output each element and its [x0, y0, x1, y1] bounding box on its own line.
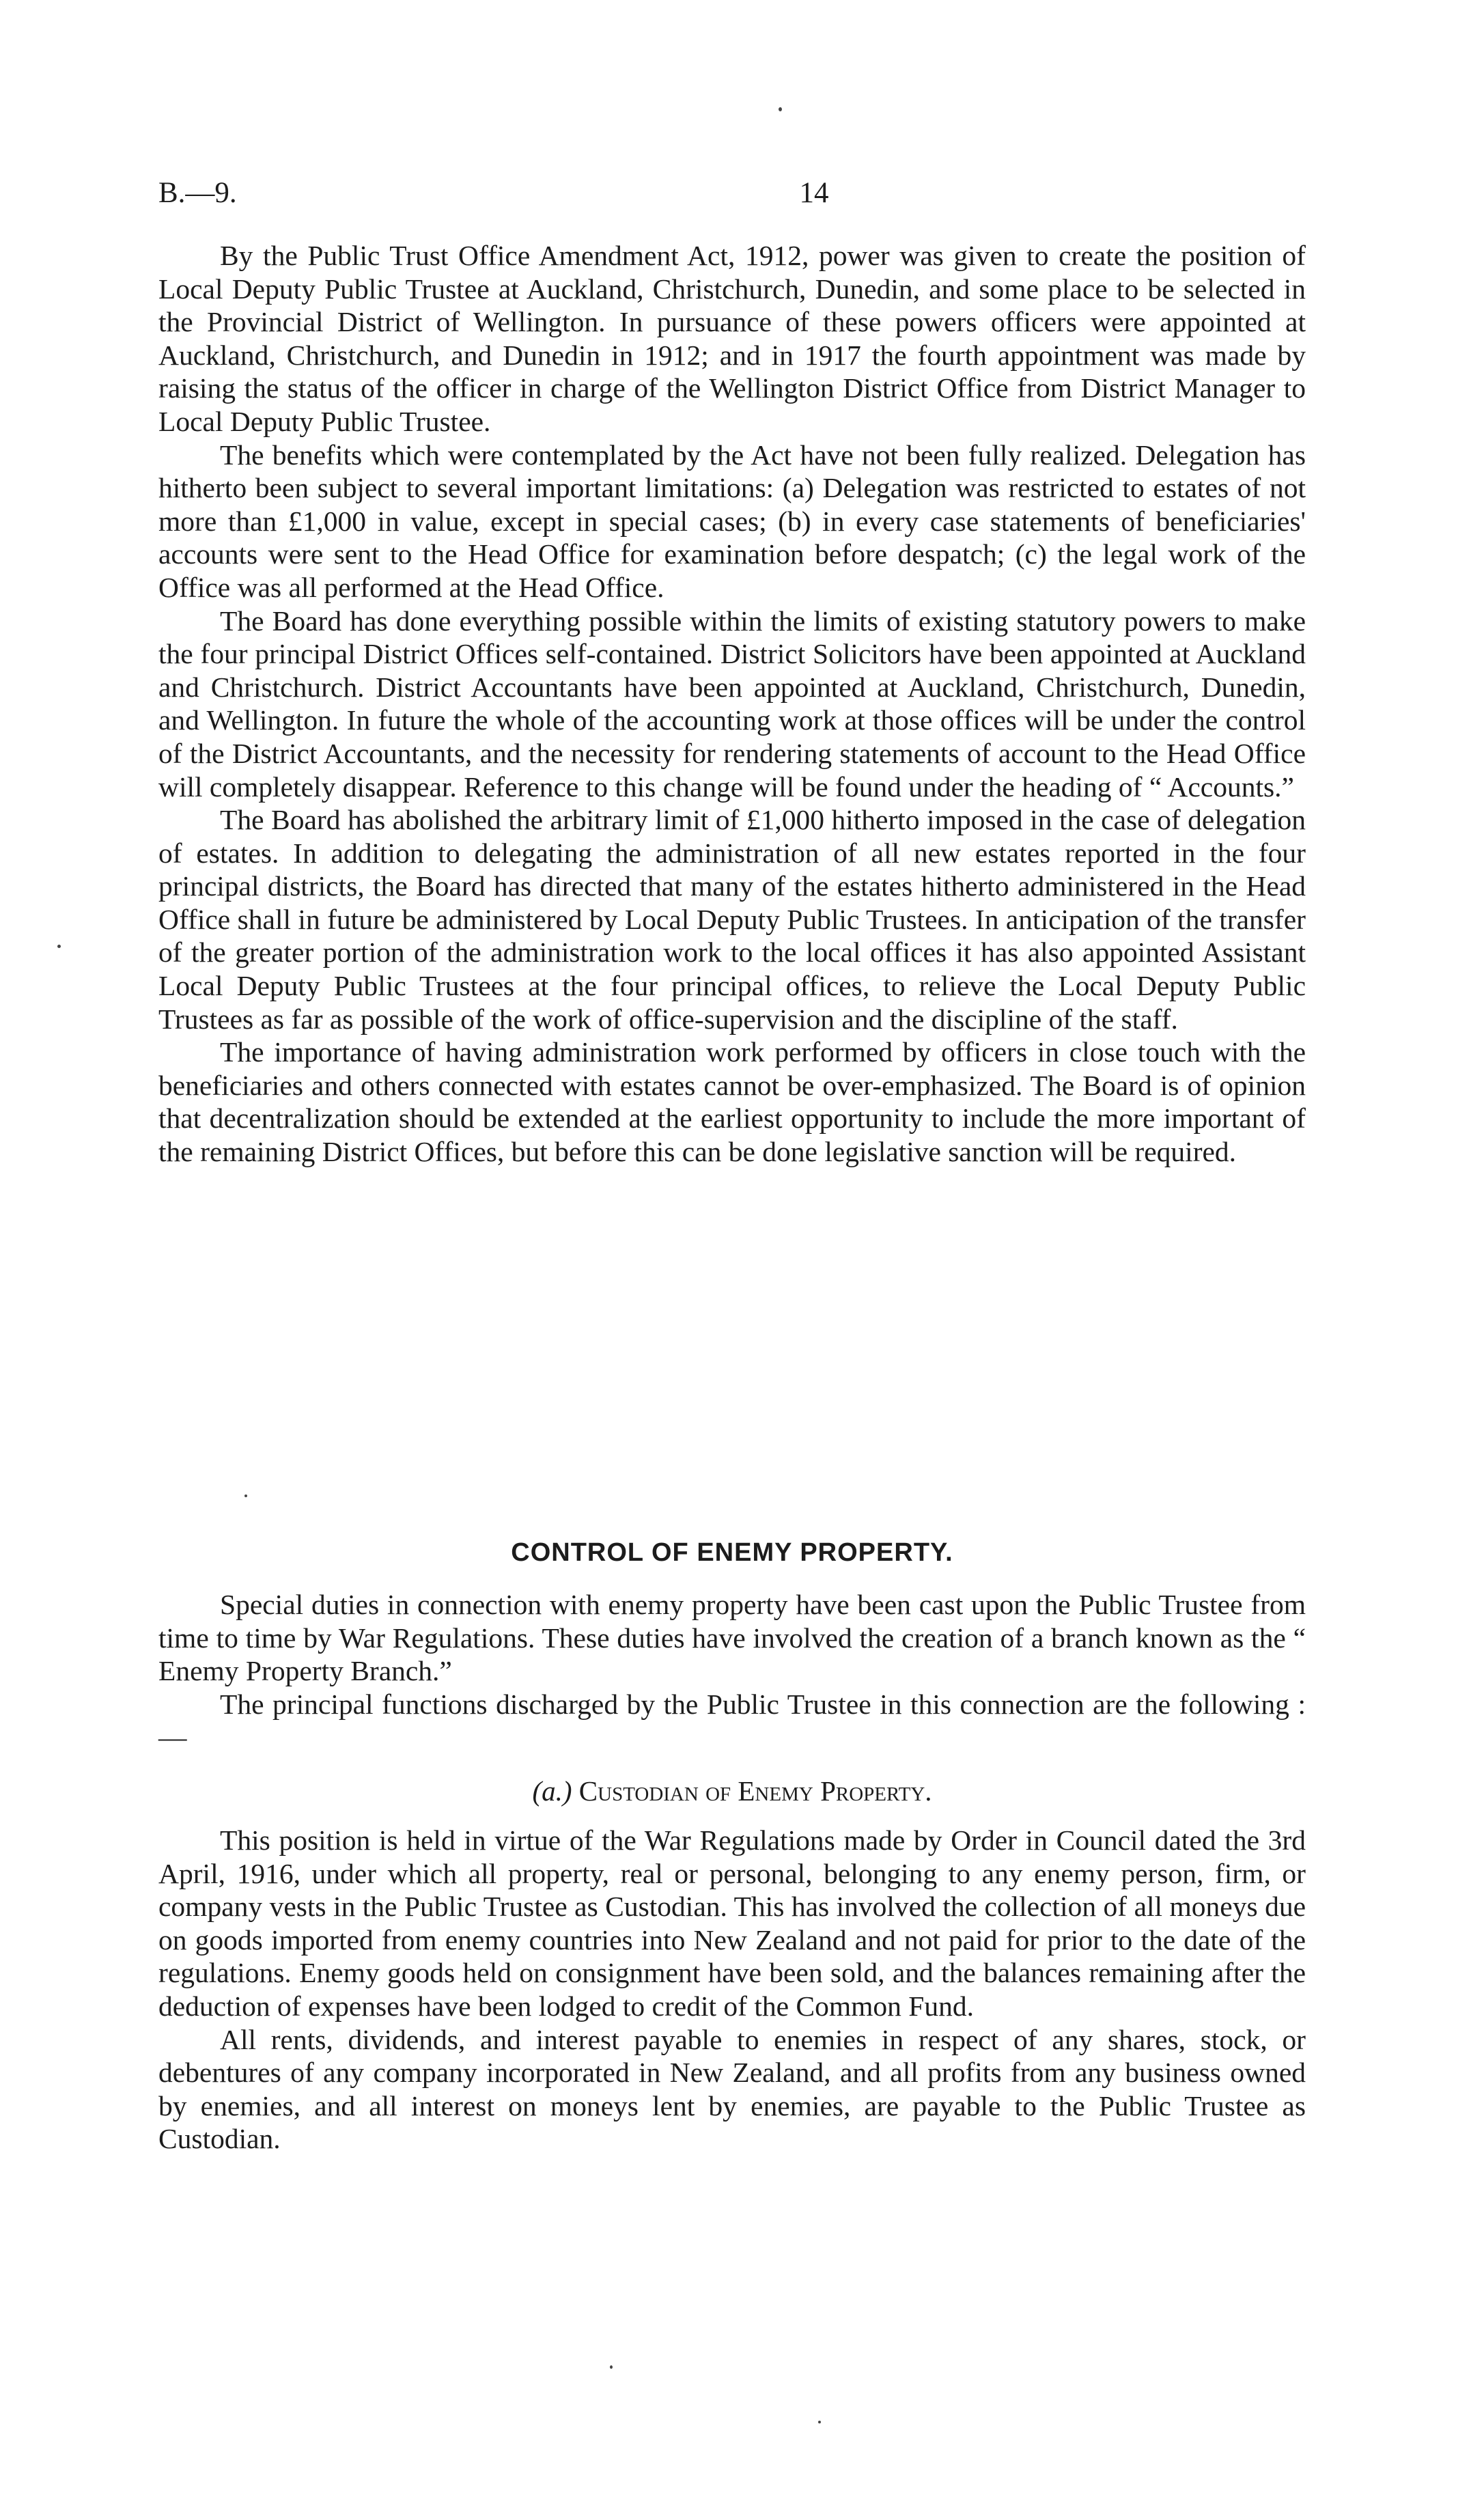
paragraph-benefits-not-realized: The benefits which were contemplated by the Act have not been fully realized. Delegation has hitherto been subject to several important limitations: (a) Delegation was restricted to estates of not more than £1,000 in value, except in special cases; (b) in every case statements of beneficiaries' accounts were sent to the Head Office for examination before despatch; (c) the legal work of the Office was all performed at the Head Office.: [158, 439, 1306, 603]
paragraph-rents-dividends: All rents, dividends, and interest payable to enemies in respect of any shares, stock, or debentures of any company incorporated in New Zealand, and all profits from any business owned by enemies, and all interest on moneys lent by enemies, are payable to the Public Trustee as Custodian.: [158, 2023, 1306, 2155]
page-number: 14: [799, 177, 829, 209]
paper-speck: [57, 945, 61, 948]
paper-speck: [779, 107, 782, 111]
public-trust-decentralization-section: [158, 239, 1306, 1169]
custodian-section: [158, 1824, 1306, 2156]
subheading-title: Custodian of Enemy Property.: [578, 1775, 932, 1807]
document-reference: B.—9.: [158, 177, 237, 209]
paper-speck: [818, 2421, 821, 2423]
subheading-custodian: [158, 1775, 1306, 1807]
paragraph-principal-functions: The principal functions discharged by the Public Trustee in this connection are the following :—: [158, 1688, 1306, 1753]
paragraph-special-duties: Special duties in connection with enemy property have been cast upon the Public Trustee from time to time by War Regulations. These duties have involved the creation of a branch known as the “ Enemy Property Branch.”: [158, 1589, 1306, 1687]
paper-speck: [244, 1494, 247, 1497]
paragraph-decentralization: The importance of having administration work performed by officers in close touch with the beneficiaries and others connected with estates cannot be over-emphasized. The Board is of opinion that decentralization should be extended at the earliest opportunity to include the more important of the remaining District Offices, but before this can be done legislative sanction will be required.: [158, 1036, 1306, 1168]
paragraph-district-offices: The Board has done everything possible within the limits of existing statutory powers to make the four principal District Offices self-contained. District Solicitors have been appointed at Auckland and Christchurch. District Accountants have been appointed at Auckland, Christchurch, Dunedin, and Wellington. In future the whole of the accounting work at those offices will be under the control of the District Accountants, and the necessity for rendering statements of account to the Head Office will completely disappear. Reference to this change will be found under the heading of “ Accounts.”: [158, 604, 1306, 803]
running-head: [158, 176, 1306, 217]
paragraph-custodian-position: This position is held in virtue of the War Regulations made by Order in Council dated the 3rd April, 1916, under which all property, real or personal, belonging to any enemy person, firm, or company vests in the Public Trustee as Custodian. This has involved the collection of all moneys due on goods imported from enemy countries into New Zealand and not paid for prior to the date of the regulations. Enemy goods held on consignment have been sold, and the balances remaining after the deduction of expenses have been lodged to credit of the Common Fund.: [158, 1824, 1306, 2022]
paper-speck: [610, 2365, 613, 2369]
enemy-property-section: [158, 1588, 1306, 1754]
subheading-label: (a.): [532, 1775, 572, 1807]
section-heading-enemy-property: CONTROL OF ENEMY PROPERTY.: [511, 1538, 953, 1567]
paragraph-limit-abolished: The Board has abolished the arbitrary limit of £1,000 hitherto imposed in the case of delegation of estates. In addition to delegating the administration of all new estates reported in the four principal districts, the Board has directed that many of the estates hitherto administered in the Head Office shall in future be administered by Local Deputy Public Trustees. In anticipation of the transfer of the greater portion of the administration work to the local offices it has also appointed Assistant Local Deputy Public Trustees at the four principal offices, to relieve the Local Deputy Public Trustees as far as possible of the work of office-supervision and the discipline of the staff.: [158, 804, 1306, 1035]
paragraph-amendment-act: By the Public Trust Office Amendment Act, 1912, power was given to create the position of Local Deputy Public Trustee at Auckland, Christchurch, Dunedin, and some place to be selected in the Provincial District of Wellington. In pursuance of these powers officers were appointed at Auckland, Christchurch, and Dunedin in 1912; and in 1917 the fourth appointment was made by raising the status of the officer in charge of the Wellington District Office from District Manager to Local Deputy Public Trustee.: [158, 240, 1306, 437]
